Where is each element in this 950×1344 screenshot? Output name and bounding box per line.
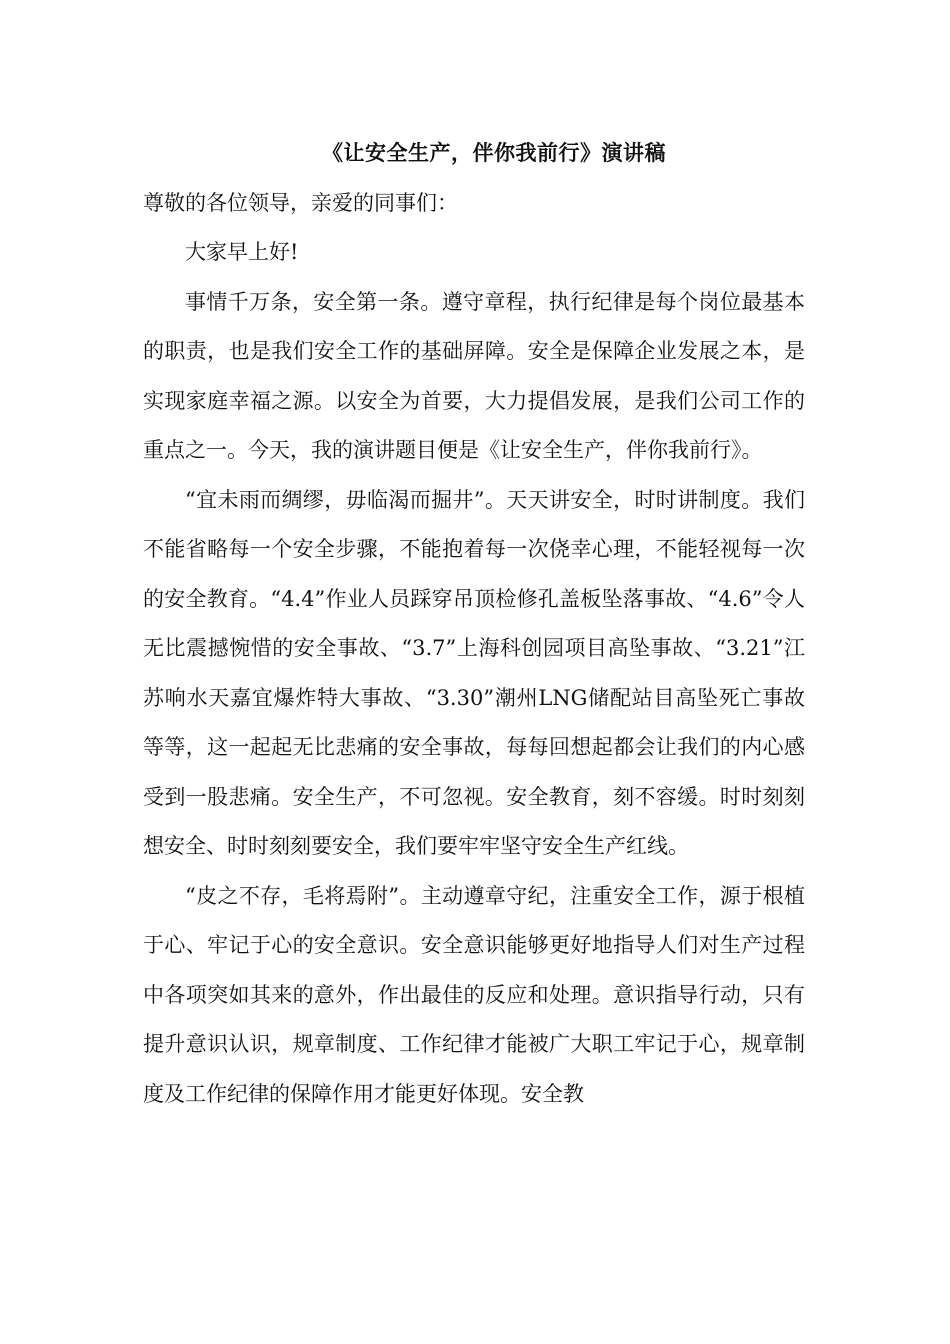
document-page <box>143 128 805 1119</box>
document-title: 《让安全生产，伴你我前行》演讲稿 <box>322 140 666 165</box>
salutation: 尊敬的各位领导，亲爱的同事们： <box>143 191 458 215</box>
paragraph-greeting: 大家早上好! <box>185 240 299 264</box>
paragraph-awareness: “皮之不存，毛将焉附”。主动遵章守纪，注重安全工作，源于根植于心、牢记于心的安全意识。安全意识能够更好地指导人们对生产过程中各项突如其来的意外，作出最佳的反应和处理。意识指导行动，只有提升意识认识，规章制度、工作纪律才能被广大职工牢记于心，规章制度及工作纪律的保障作用才能更好体现。安全教 <box>143 883 805 1106</box>
paragraph-intro: 事情千万条，安全第一条。遵守章程，执行纪律是每个岗位最基本的职责，也是我们安全工作的基础屏障。安全是保障企业发展之本，是实现家庭幸福之源。以安全为首要，大力提倡发展，是我们公司工作的重点之一。今天，我的演讲题目便是《让安全生产，伴你我前行》。 <box>143 289 805 462</box>
paragraph-accidents: “宜未雨而绸缪，毋临渴而掘井”。天天讲安全，时时讲制度。我们不能省略每一个安全步骤，不能抱着每一次侥幸心理，不能轻视每一次的安全教育。“4.4”作业人员踩穿吊顶检修孔盖板坠落事故、“4.6”令人无比震撼惋惜的安全事故、“3.7”上海科创园项目高坠事故、“3.21”江苏响水天嘉宜爆炸特大事故、“3.30”潮州LNG储配站目高坠死亡事故等等，这一起起无比悲痛的安全事故，每每回想起都会让我们的内心感受到一股悲痛。安全生产，不可忽视。安全教育，刻不容缓。时时刻刻想安全、时时刻刻要安全，我们要牢牢坚守安全生产红线。 <box>143 487 805 858</box>
